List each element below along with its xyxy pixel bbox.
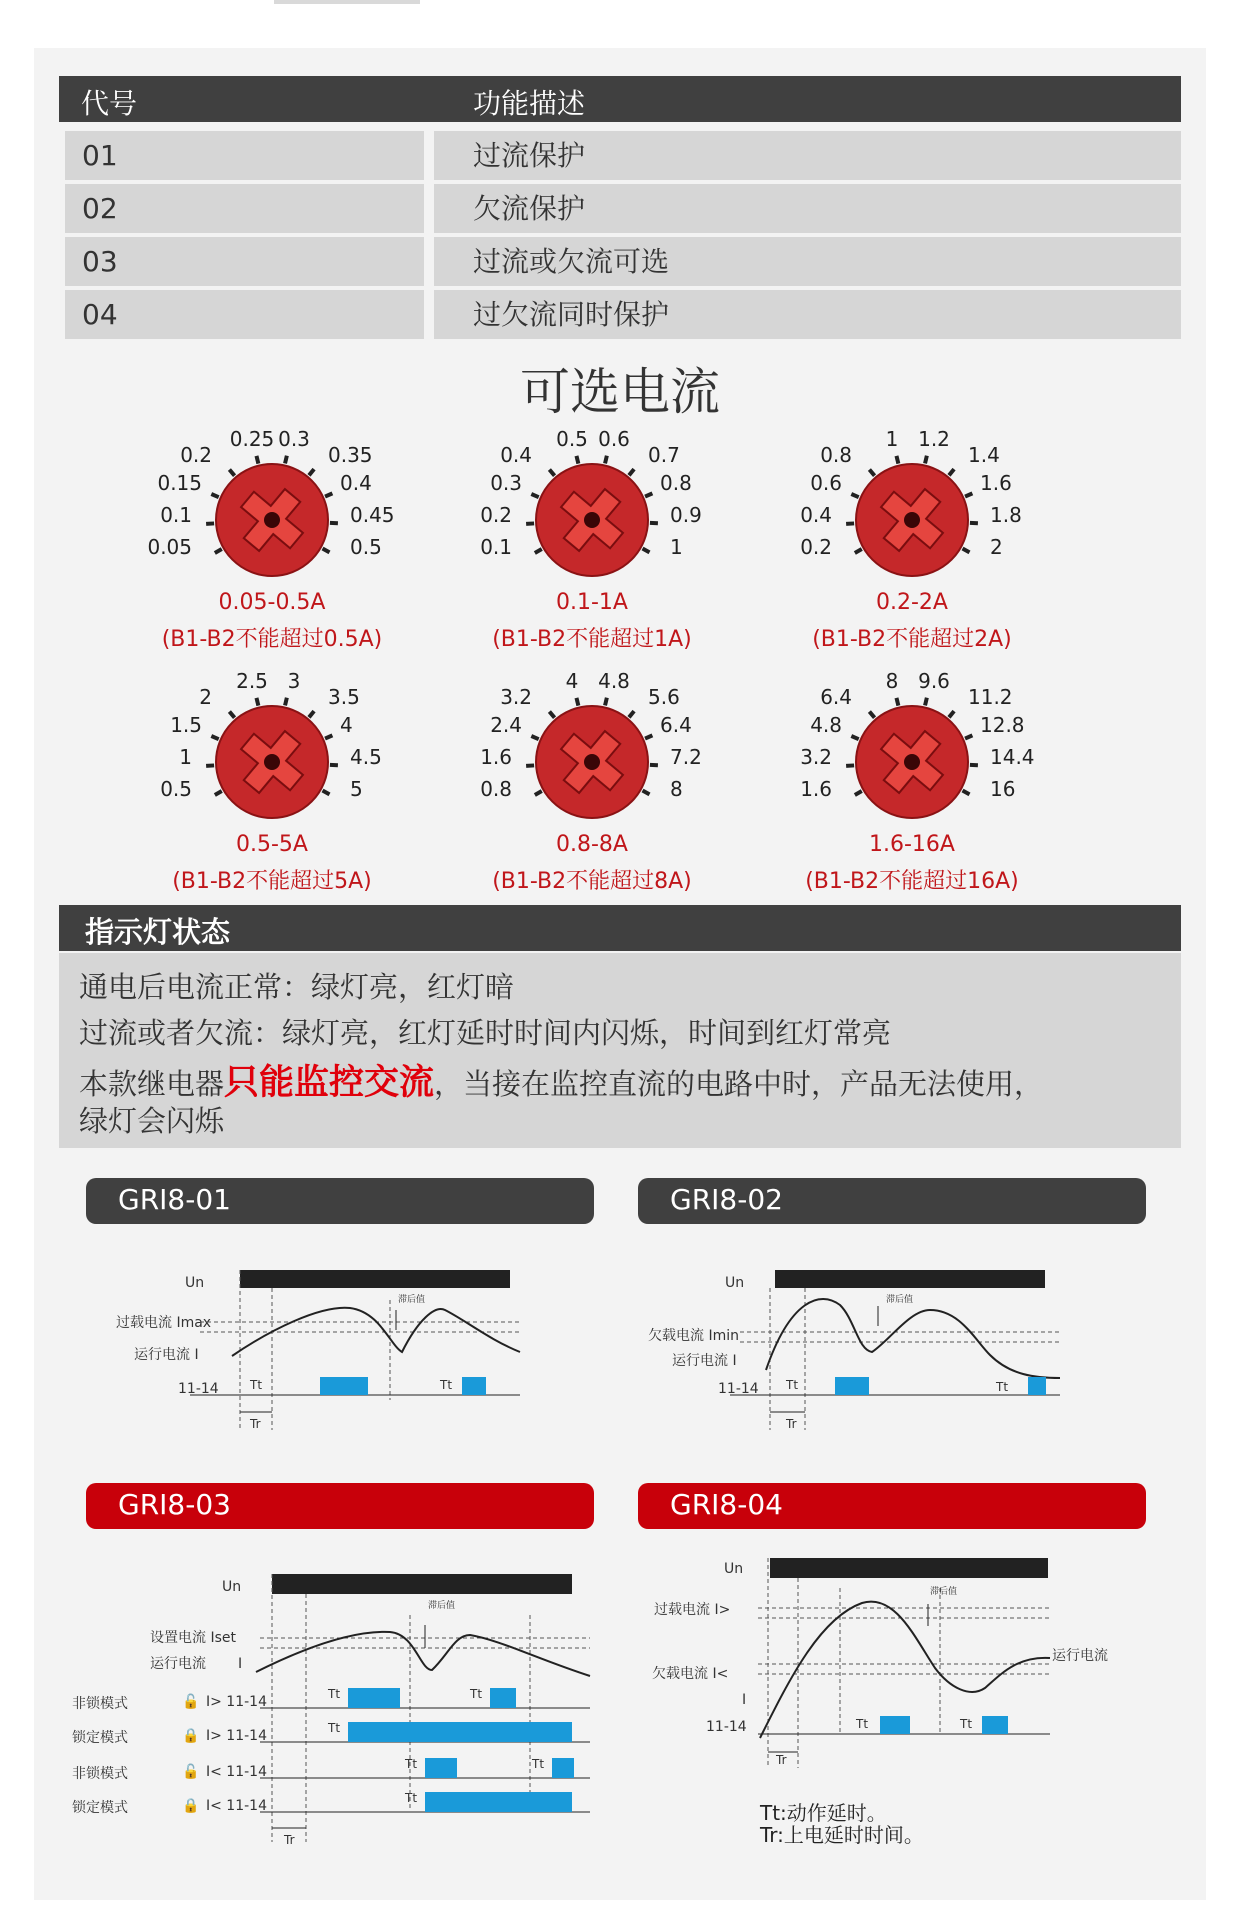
knob-scale-label: 8 (885, 669, 899, 693)
knob-scale-label: 1.2 (918, 427, 950, 451)
imax-label: 过载电流 Imax (116, 1315, 212, 1331)
relay-pulse (1028, 1377, 1046, 1395)
tt-label: Tt (405, 1791, 418, 1805)
diagram-title: GRI8-04 (670, 1488, 783, 1521)
diagram-title: GRI8-02 (670, 1183, 783, 1216)
knob-scale-label: 1.6 (480, 745, 512, 769)
knob-scale-label: 4.8 (598, 669, 630, 693)
knob-tick (215, 791, 222, 795)
knob-scale-label: 16 (990, 777, 1016, 801)
indicator-line: 通电后电流正常：绿灯亮，红灯暗 (79, 970, 515, 1004)
tt-label: Tt (856, 1717, 869, 1731)
over-label: 过载电流 I> (654, 1602, 731, 1618)
lt-relay-label: I< 11-14 (206, 1764, 267, 1780)
relay-pulse (320, 1377, 368, 1395)
tt-label: Tt (960, 1717, 973, 1731)
gt-relay-label: I> 11-14 (206, 1728, 267, 1744)
knob-tick (963, 790, 970, 794)
knob-center (584, 754, 600, 770)
tt-label: Tt (996, 1380, 1009, 1394)
row-code: 02 (65, 184, 424, 233)
diagram-header-gri8-01 (86, 1178, 594, 1224)
knob-scale-label: 5.6 (648, 685, 680, 709)
knob-scale-label: 4 (565, 669, 579, 693)
tt-label: Tt (328, 1721, 341, 1735)
knob-tick (549, 712, 554, 718)
timing-diagram-gri8-02 (640, 1260, 1080, 1440)
iset-label: 设置电流 Iset (150, 1630, 236, 1646)
knob-tick (855, 549, 862, 553)
relay-pulse (982, 1716, 1008, 1734)
knob-tick (576, 698, 578, 706)
knob-tick (605, 698, 607, 706)
knob-scale-label: 4 (340, 713, 353, 737)
knob-tick (309, 711, 314, 717)
relay-label: 11-14 (706, 1719, 747, 1735)
knob-scale-label: 1 (885, 427, 899, 451)
timing-diagram-gri8-04 (640, 1548, 1108, 1848)
knob-scale-label: 0.2 (480, 503, 512, 527)
knob-scale-label: 0.3 (278, 427, 310, 451)
knob-scale-label: 0.9 (670, 503, 702, 527)
hyst-label: 滞后值 (398, 1295, 426, 1305)
knob-center (904, 754, 920, 770)
knob-tick (851, 736, 858, 739)
knob-center (264, 754, 280, 770)
relay-pulse (880, 1716, 910, 1734)
un-label: Un (725, 1275, 745, 1291)
table-header (59, 76, 1181, 122)
knob-tick (869, 470, 874, 476)
relay-pulse (425, 1758, 457, 1778)
knob-tick (629, 711, 634, 717)
knob-tick (229, 712, 234, 718)
knob-tick (325, 735, 332, 738)
knob-note: (B1-B2不能超过0.5A) (161, 627, 383, 652)
knob-tick (925, 456, 927, 464)
knob-tick (965, 735, 972, 738)
knob-note: (B1-B2不能超过16A) (805, 869, 1019, 894)
knob-center (904, 512, 920, 528)
knob-scale-label: 1.6 (980, 471, 1012, 495)
relay-pulse (490, 1688, 516, 1708)
row-code: 04 (65, 290, 424, 339)
table-row (59, 184, 1181, 233)
tr-label: Tr (284, 1833, 295, 1847)
knob-scale-label: 6.4 (660, 713, 692, 737)
knob-scale-label: 0.15 (157, 471, 202, 495)
gt-relay-label: I> 11-14 (206, 1694, 267, 1710)
knob-tick (229, 470, 234, 476)
knob-tick (963, 548, 970, 552)
knob-tick (549, 470, 554, 476)
diagram-header-gri8-03 (86, 1483, 594, 1529)
knob-scale-label: 1 (670, 535, 683, 559)
knob-scale-label: 4.8 (810, 713, 842, 737)
indicator-highlight: 只能监控交流 (224, 1063, 435, 1103)
irun-label: 运行电流 (150, 1656, 206, 1672)
knob-scale-label: 14.4 (990, 745, 1035, 769)
knob-range: 0.8-8A (556, 832, 628, 857)
knob-tick (323, 790, 330, 794)
mode-unlock-label: 非锁模式 (72, 1696, 128, 1712)
tt-label: Tt (250, 1378, 263, 1392)
table-row (59, 131, 1181, 180)
knob-tick (643, 790, 650, 794)
hyst-label: 滞后值 (428, 1601, 456, 1611)
knob-tick (325, 493, 332, 496)
tt-label: Tt (405, 1757, 418, 1771)
relay-pulse (462, 1377, 486, 1395)
knob-scale-label: 1.5 (170, 713, 202, 737)
knob-tick (256, 456, 258, 464)
row-desc: 过流或欠流可选 (434, 237, 1181, 286)
knob-scale-label: 1 (179, 745, 192, 769)
under-label: 欠载电流 I< (652, 1666, 729, 1682)
knob-tick (851, 494, 858, 497)
knob-tick (643, 548, 650, 552)
row-code: 03 (65, 237, 424, 286)
irun-label: 运行电流 I (672, 1353, 737, 1369)
knob-scale-label: 0.05 (147, 535, 192, 559)
tr-label: Tr (786, 1417, 797, 1431)
knob-tick (285, 456, 287, 464)
tt-label: Tt (328, 1687, 341, 1701)
indicator-box (59, 953, 1181, 1148)
knob-tick (576, 456, 578, 464)
lock-icon: 🔒 (182, 1728, 200, 1744)
legend-tr: Tr:上电延时时间。 (760, 1823, 924, 1847)
relay-label: 11-14 (718, 1381, 759, 1397)
knob-scale-label: 2 (199, 685, 212, 709)
relay-label: 11-14 (178, 1381, 219, 1397)
lock-icon: 🔒 (182, 1798, 200, 1814)
knob-scale-label: 0.4 (800, 503, 832, 527)
mode-lock-label: 锁定模式 (72, 1800, 128, 1816)
imin-label: 欠载电流 Imin (648, 1328, 739, 1344)
knob-scale-label: 0.6 (598, 427, 630, 451)
tt-label: Tt (532, 1757, 545, 1771)
knob-tick (256, 698, 258, 706)
timing-diagram-gri8-01 (100, 1260, 540, 1440)
relay-pulse (348, 1688, 400, 1708)
knob-center (264, 512, 280, 528)
knob-tick (629, 469, 634, 475)
knob-scale-label: 0.2 (180, 443, 212, 467)
knob-tick (965, 493, 972, 496)
knob-tick (285, 698, 287, 706)
top-divider (274, 0, 420, 4)
irun-symbol: I (238, 1656, 243, 1672)
knob-tick (211, 736, 218, 739)
section-title: 可选电流 (520, 363, 720, 421)
knob-scale-label: 3 (287, 669, 301, 693)
indicator-line: 过流或者欠流：绿灯亮，红灯延时时间内闪烁，时间到红灯常亮 (79, 1016, 892, 1050)
mode-unlock-label: 非锁模式 (72, 1766, 128, 1782)
header-code: 代号 (81, 87, 138, 120)
un-label: Un (185, 1275, 205, 1291)
row-desc: 过流保护 (434, 131, 1181, 180)
unlock-icon: 🔓 (182, 1694, 200, 1710)
timing-diagram-gri8-03 (70, 1560, 610, 1850)
row-desc: 欠流保护 (434, 184, 1181, 233)
knob-scale-label: 11.2 (968, 685, 1013, 709)
knob-range: 0.05-0.5A (218, 590, 326, 615)
legend-tt: Tt:动作延时。 (760, 1801, 887, 1825)
power-bar (240, 1270, 510, 1288)
row-code: 01 (65, 131, 424, 180)
irun-label: 运行电流 I (134, 1347, 199, 1363)
knob-scale-label: 0.1 (160, 503, 192, 527)
tt-label: Tt (470, 1687, 483, 1701)
knob-scale-label: 0.7 (648, 443, 680, 467)
knob-scale-label: 2.4 (490, 713, 522, 737)
knob-tick (869, 712, 874, 718)
knob-scale-label: 0.5 (160, 777, 192, 801)
relay-pulse (552, 1758, 574, 1778)
header-desc: 功能描述 (473, 87, 586, 120)
knob-tick (645, 493, 652, 496)
knob-scale-label: 12.8 (980, 713, 1025, 737)
tt-label: Tt (440, 1378, 453, 1392)
indicator-line: 绿灯会闪烁 (79, 1104, 225, 1138)
diagram-header-gri8-02 (638, 1178, 1146, 1224)
unlock-icon: 🔓 (182, 1764, 200, 1780)
knob-tick (605, 456, 607, 464)
current-curve (766, 1299, 1060, 1378)
knob-center (584, 512, 600, 528)
knob-scale-label: 0.1 (480, 535, 512, 559)
knob-scale-label: 1.4 (968, 443, 1000, 467)
knob-scale-label: 9.6 (918, 669, 950, 693)
irun-symbol: I (742, 1692, 747, 1708)
relay-pulse (835, 1377, 869, 1395)
knob-scale-label: 0.8 (820, 443, 852, 467)
knob-tick (896, 698, 898, 706)
knob-scale-label: 4.5 (350, 745, 382, 769)
knob-note: (B1-B2不能超过2A) (812, 627, 1012, 652)
knob-range: 1.6-16A (869, 832, 955, 857)
knob-scale-label: 0.4 (340, 471, 372, 495)
tr-label: Tr (250, 1417, 261, 1431)
indicator-text: ，当接在监控直流的电路中时，产品无法使用， (434, 1067, 1044, 1101)
power-bar (770, 1558, 1048, 1578)
knob-scale-label: 0.3 (490, 471, 522, 495)
knob-tick (855, 791, 862, 795)
diagram-header-gri8-04 (638, 1483, 1146, 1529)
knob-scale-label: 8 (670, 777, 683, 801)
table-row (59, 290, 1181, 339)
knob-scale-label: 0.8 (660, 471, 692, 495)
knob-tick (215, 549, 222, 553)
diagram-title: GRI8-03 (118, 1488, 231, 1521)
diagram-title: GRI8-01 (118, 1183, 231, 1216)
knob-range: 0.2-2A (876, 590, 948, 615)
knob-scale-label: 0.6 (810, 471, 842, 495)
indicator-text: 本款继电器 (79, 1067, 225, 1101)
relay-pulse (425, 1792, 572, 1812)
knob-scale-label: 2.5 (236, 669, 268, 693)
knob-scale-label: 6.4 (820, 685, 852, 709)
table-row (59, 237, 1181, 286)
knob-scale-label: 0.4 (500, 443, 532, 467)
knob-tick (949, 469, 954, 475)
knob-tick (645, 735, 652, 738)
knob-scale-label: 3.5 (328, 685, 360, 709)
knob-tick (309, 469, 314, 475)
knob-scale-label: 0.35 (328, 443, 373, 467)
irun-label: 运行电流 (1052, 1648, 1108, 1664)
knob-scale-label: 1.8 (990, 503, 1022, 527)
knob-range: 0.1-1A (556, 590, 628, 615)
indicator-line (79, 1055, 1043, 1105)
knob-scale-label: 0.5 (350, 535, 382, 559)
lt-relay-label: I< 11-14 (206, 1798, 267, 1814)
knob-note: (B1-B2不能超过5A) (172, 869, 372, 894)
knob-scale-label: 0.2 (800, 535, 832, 559)
row-desc: 过欠流同时保护 (434, 290, 1181, 339)
knob-scale-label: 3.2 (800, 745, 832, 769)
knob-scale-label: 7.2 (670, 745, 702, 769)
knob-tick (323, 548, 330, 552)
power-bar (775, 1270, 1045, 1288)
tt-label: Tt (786, 1378, 799, 1392)
knob-scale-label: 0.8 (480, 777, 512, 801)
mode-lock-label: 锁定模式 (72, 1730, 128, 1746)
knob-tick (949, 711, 954, 717)
knob-scale-label: 2 (990, 535, 1003, 559)
knob-note: (B1-B2不能超过8A) (492, 869, 692, 894)
un-label: Un (724, 1561, 744, 1577)
indicator-title: 指示灯状态 (85, 915, 231, 949)
knob-tick (531, 494, 538, 497)
power-bar (272, 1574, 572, 1594)
knob-tick (896, 456, 898, 464)
knob-scale-label: 0.25 (229, 427, 275, 451)
knob-scale-label: 0.45 (350, 503, 395, 527)
knob-tick (925, 698, 927, 706)
indicator-title-bar (59, 905, 1181, 951)
knob-scale-label: 1.6 (800, 777, 832, 801)
knob-note: (B1-B2不能超过1A) (492, 627, 692, 652)
knob-tick (535, 549, 542, 553)
knob-tick (531, 736, 538, 739)
knob-tick (535, 791, 542, 795)
knob-scale-label: 0.5 (556, 427, 588, 451)
tr-label: Tr (776, 1753, 787, 1767)
knob-range: 0.5-5A (236, 832, 308, 857)
knob-tick (211, 494, 218, 497)
knob-scale-label: 5 (350, 777, 363, 801)
relay-pulse (348, 1722, 572, 1742)
hyst-label: 滞后值 (886, 1295, 914, 1305)
un-label: Un (222, 1579, 242, 1595)
hyst-label: 滞后值 (930, 1587, 958, 1597)
knob-scale-label: 3.2 (500, 685, 532, 709)
